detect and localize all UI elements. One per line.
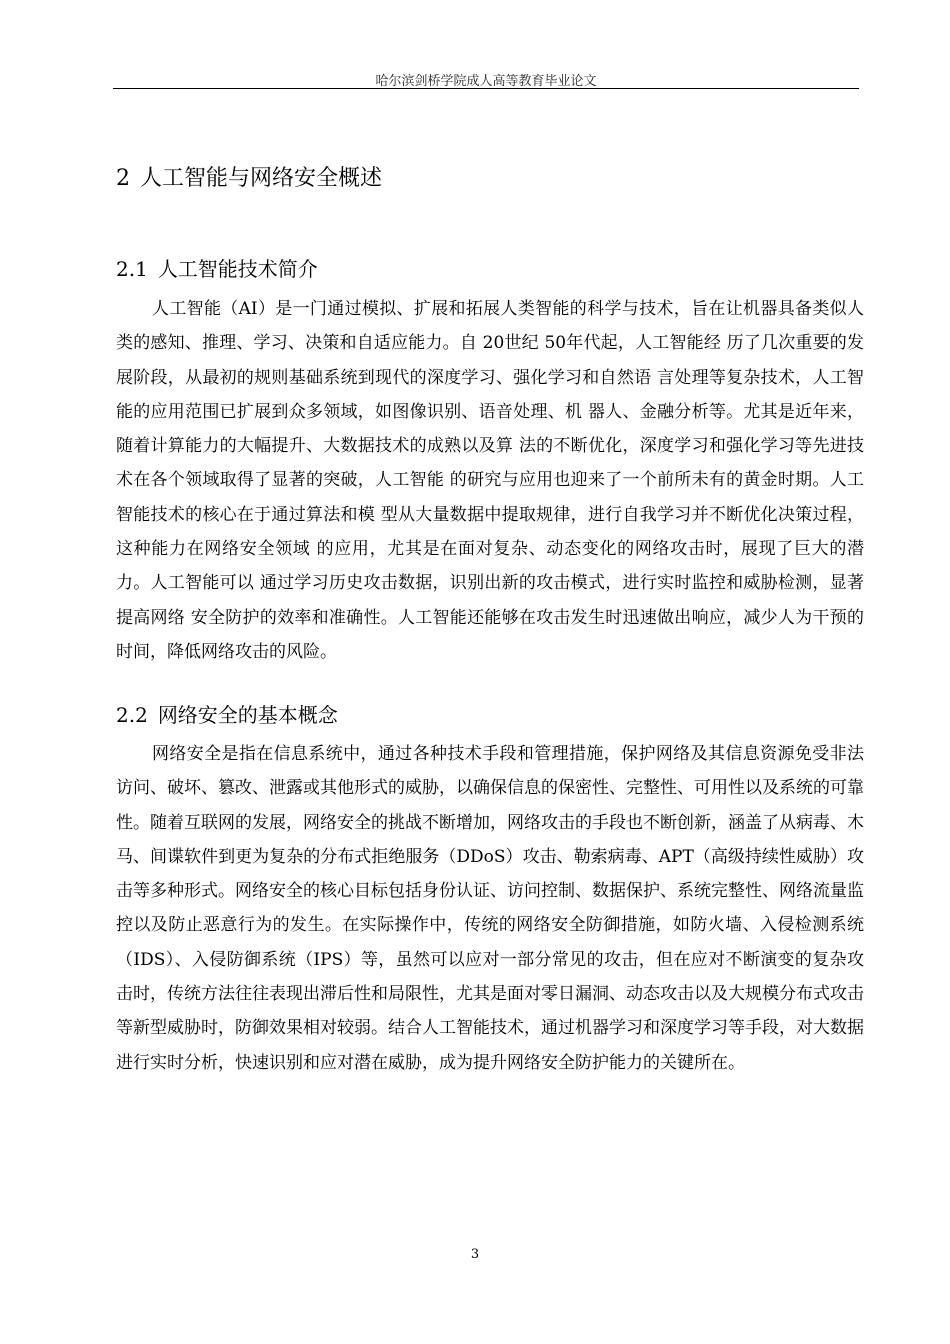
section-title: 人工智能技术简介: [157, 257, 318, 281]
section-title: 网络安全的基本概念: [157, 703, 338, 727]
chapter-number: 2: [116, 166, 130, 191]
chapter-title: 人工智能与网络安全概述: [140, 166, 383, 191]
page-number: 3: [470, 1247, 480, 1262]
header-divider: [113, 88, 859, 89]
running-header: 哈尔滨剑桥学院成人高等教育毕业论文: [375, 74, 597, 89]
chapter-heading: [116, 161, 382, 192]
section-heading-2-1: [116, 253, 318, 282]
section-number: 2.1: [116, 257, 148, 281]
section-heading-2-2: [116, 699, 338, 728]
section-paragraph-2-1: 人工智能（AI）是一门通过模拟、扩展和拓展人类智能的科学与技术，旨在让机器具备类似人类的感知、推理、学习、决策和自适应能力。自 20世纪 50年代起，人工智能经 历了几次重要的发展阶段，从最初的规则基础系统到现代的深度学习、强化学习和自然语 言处理等复杂技术，人工智能的应用范围已扩展到众多领域，如图像识别、语音处理、机 器人、金融分析等。尤其是近年来，随着计算能力的大幅提升、大数据技术的成熟以及算 法的不断优化，深度学习和强化学习等先进技术在各个领域取得了显著的突破，人工智能 的研究与应用也迎来了一个前所未有的黄金时期。人工智能技术的核心在于通过算法和模 型从大量数据中提取规律，进行自我学习并不断优化决策过程，这种能力在网络安全领域 的应用，尤其是在面对复杂、动态变化的网络攻击时，展现了巨大的潜力。人工智能可以 通过学习历史攻击数据，识别出新的攻击模式，进行实时监控和威胁检测，显著提高网络 安全防护的效率和准确性。人工智能还能够在攻击发生时迅速做出响应，减少人为干预的 时间，降低网络攻击的风险。: [116, 299, 864, 662]
section-number: 2.2: [116, 703, 148, 727]
section-paragraph-2-2: 网络安全是指在信息系统中，通过各种技术手段和管理措施，保护网络及其信息资源免受非法访问、破坏、篡改、泄露或其他形式的威胁，以确保信息的保密性、完整性、可用性以及系统的可靠性。随着互联网的发展，网络安全的挑战不断增加，网络攻击的手段也不断创新，涵盖了从病毒、木马、间谍软件到更为复杂的分布式拒绝服务（DDoS）攻击、勒索病毒、APT（高级持续性威胁）攻击等多种形式。网络安全的核心目标包括身份认证、访问控制、数据保护、系统完整性、网络流量监控以及防止恶意行为的发生。在实际操作中，传统的网络安全防御措施，如防火墙、入侵检测系统（IDS）、入侵防御系统（IPS）等，虽然可以应对一部分常见的攻击，但在应对不断演变的复杂攻击时，传统方法往往表现出滞后性和局限性，尤其是面对零日漏洞、动态攻击以及大规模分布式攻击等新型威胁时，防御效果相对较弱。结合人工智能技术，通过机器学习和深度学习等手段，对大数据进行实时分析，快速识别和应对潜在威胁，成为提升网络安全防护能力的关键所在。: [116, 744, 864, 1073]
